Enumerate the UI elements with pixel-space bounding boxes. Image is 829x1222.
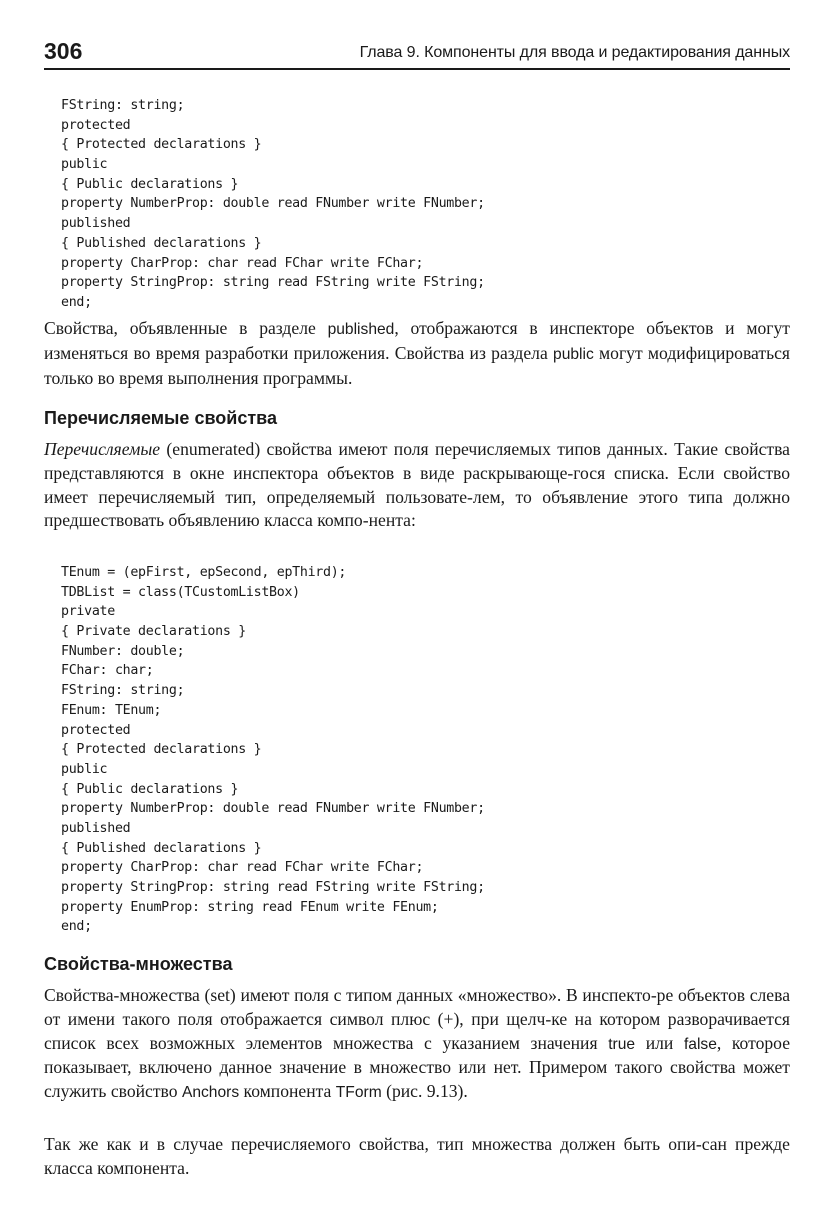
- code-line: { Published declarations }: [61, 235, 262, 251]
- page-header: [44, 38, 790, 70]
- code-line: { Public declarations }: [61, 781, 239, 797]
- code-line: property CharProp: char read FChar write FChar;: [61, 255, 424, 271]
- code-line: { Published declarations }: [61, 840, 262, 856]
- text-run: или: [635, 1032, 684, 1053]
- code-line: property NumberProp: double read FNumber write FNumber;: [61, 196, 485, 212]
- section-heading-enumerated: Перечисляемые свойства: [44, 408, 278, 428]
- code-line: end;: [61, 919, 92, 935]
- code-block-1: [61, 96, 485, 313]
- keyword-public: public: [553, 345, 594, 363]
- keyword-tform: TForm: [335, 1084, 382, 1102]
- text-run: Свойства-множества (set) имеют поля с типом данных «множество». В инспекто-ре объектов слева от имени такого поля отображается символ плюс (+), при щелч-ке на котором разворачивается список всех возможных элементов множества с указанием значения: [44, 985, 790, 1053]
- code-line: property StringProp: string read FString write FString;: [61, 275, 485, 291]
- code-line: property CharProp: char read FChar write FChar;: [61, 860, 424, 876]
- code-line: FString: string;: [61, 98, 185, 113]
- emphasis-term: Перечисляемые: [44, 439, 161, 459]
- running-head: Глава 9. Компоненты для ввода и редактирования данных: [359, 44, 790, 61]
- code-line: FEnum: TEnum;: [61, 702, 162, 718]
- code-line: published: [61, 820, 131, 836]
- paragraph-set-declaration: Так же как и в случае перечисляемого свойства, тип множества должен быть опи-сан прежде класса компонента.: [44, 1134, 790, 1178]
- keyword-published: published: [327, 321, 395, 338]
- paragraph-sets: [44, 984, 790, 1105]
- text-run: , которое показывает, включено данное значение в множество или нет. Примером такого свойства может служить свойство: [44, 1032, 790, 1102]
- code-line: TDBList = class(TCustomListBox): [61, 584, 300, 600]
- code-line: { Protected declarations }: [61, 137, 262, 153]
- code-line: private: [61, 604, 115, 620]
- code-line: FString: string;: [61, 683, 185, 699]
- text-run: могут модифицироваться только во время выполнения программы.: [44, 342, 790, 388]
- text-run: (рис. 9.13).: [381, 1081, 468, 1102]
- code-line: { Private declarations }: [61, 624, 246, 640]
- text-run: (enumerated) свойства имеют поля перечисляемых типов данных. Такие свойства представляются в окне инспектора объектов в виде раскрывающе-гося списка. Если свойство имеет перечисляемый тип, определяемый пользовате-лем, то объявление этого типа должно предшествовать объявлению класса компо-нента:: [44, 439, 790, 531]
- code-line: { Public declarations }: [61, 176, 239, 192]
- keyword-true: true: [608, 1035, 636, 1053]
- paragraph-enumerated: [44, 438, 790, 533]
- code-line: public: [61, 157, 108, 173]
- text-run: Свойства, объявленные в разделе: [44, 318, 328, 338]
- code-line: property EnumProp: string read FEnum write FEnum;: [61, 899, 439, 915]
- code-block-2: [61, 563, 485, 937]
- page-number: 306: [44, 38, 83, 64]
- keyword-false: false: [683, 1035, 717, 1053]
- code-line: { Protected declarations }: [61, 742, 262, 758]
- keyword-anchors: Anchors: [181, 1084, 240, 1102]
- text-run: компонента: [239, 1081, 336, 1102]
- code-line: FChar: char;: [61, 663, 154, 679]
- text-run: , отображаются в инспекторе объектов и могут изменяться во время разработки приложения. Свойства из раздела: [44, 318, 790, 363]
- code-line: property StringProp: string read FString write FString;: [61, 880, 485, 895]
- paragraph-published-public: [44, 317, 790, 390]
- code-line: end;: [61, 294, 92, 310]
- code-line: protected: [61, 117, 131, 133]
- code-line: TEnum = (epFirst, epSecond, epThird);: [61, 565, 347, 580]
- section-heading-sets: Свойства-множества: [44, 954, 233, 974]
- code-line: public: [61, 761, 108, 777]
- code-line: property NumberProp: double read FNumber write FNumber;: [61, 801, 485, 817]
- code-line: FNumber: double;: [61, 643, 185, 659]
- code-line: protected: [61, 722, 131, 738]
- code-line: published: [61, 216, 131, 232]
